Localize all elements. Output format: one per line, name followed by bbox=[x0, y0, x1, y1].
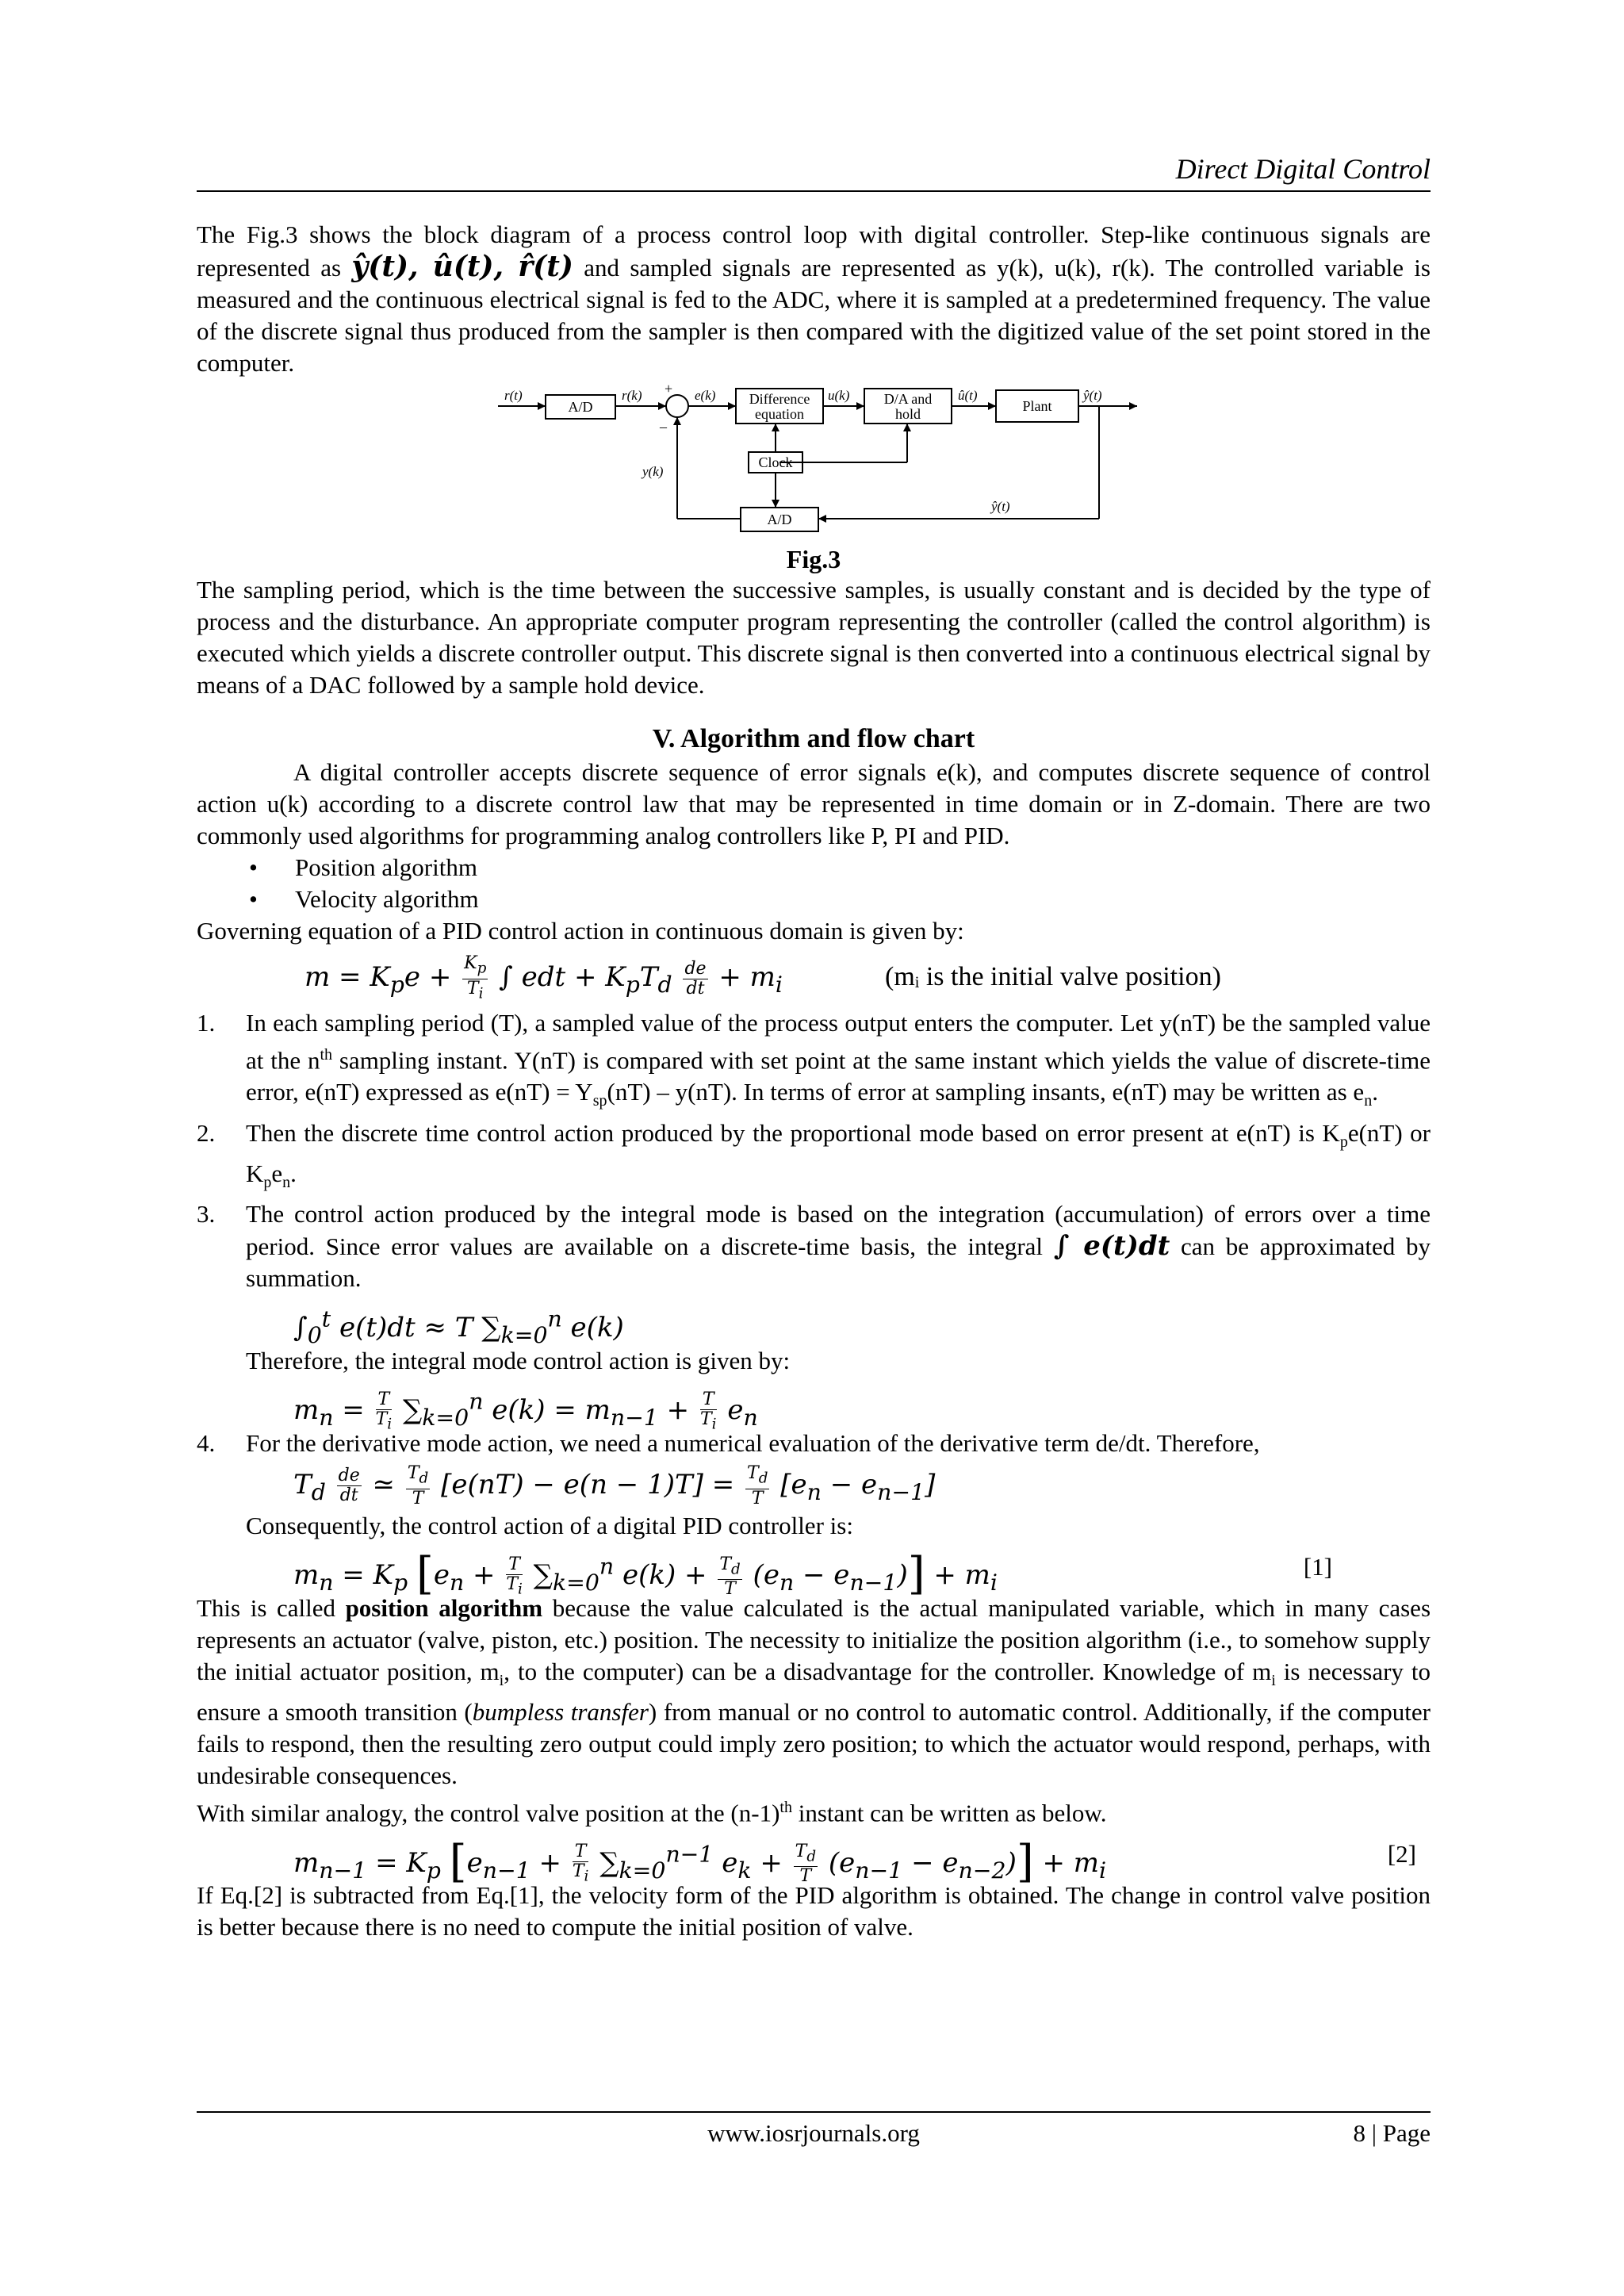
item4-consequently: Consequently, the control action of a digital PID controller is: bbox=[246, 1511, 853, 1539]
footer-page-number: 8 | Page bbox=[1353, 2119, 1431, 2147]
item2-text-a: Then the discrete time control action produced by the proportional mode based on error present at e(nT) is K bbox=[246, 1118, 1340, 1147]
label-ek: e(k) bbox=[695, 388, 716, 403]
similar-analogy bbox=[197, 1792, 1431, 1829]
item3-text-a: The control action produced by the integral mode is based on the integration (accumulation) of errors over a time period. Since error values are available on a discrete-time basis, the integral bbox=[246, 1199, 1431, 1260]
label-rt: r(t) bbox=[504, 388, 523, 403]
list-number-1: 1. bbox=[197, 1009, 216, 1037]
list-item-3 bbox=[197, 1198, 1431, 1432]
equation-integral-mode: $m_n$ = $\frac{T}{T_i}$ $\sum_{k=0}^n$ $e(k) = m_{n-1}$ + $\frac{T}{T_i}$ $e_n$ bbox=[293, 1388, 758, 1432]
article-body bbox=[197, 219, 1431, 1943]
item1-text-d: . bbox=[1372, 1078, 1378, 1106]
item1-sub: sp bbox=[592, 1092, 607, 1110]
list-number-4: 4. bbox=[197, 1428, 216, 1457]
similar-text-a: With similar analogy, the control valve position at the (n-1) bbox=[197, 1799, 780, 1827]
header-title: Direct Digital Control bbox=[1175, 153, 1431, 185]
label-ad-top: A/D bbox=[568, 399, 593, 415]
figure-caption: Fig.3 bbox=[786, 545, 841, 573]
final-paragraph: If Eq.[2] is subtracted from Eq.[1], the velocity form of the PID algorithm is obtained. The change in control valve position is better because there is no need to compute the initial position of valve. bbox=[197, 1881, 1431, 1941]
intro-paragraph bbox=[197, 219, 1431, 379]
item1-sup: th bbox=[320, 1046, 333, 1064]
label-uk: u(k) bbox=[828, 388, 850, 403]
label-uhat: û(t) bbox=[958, 388, 978, 403]
equation-derivative: $T_d$ $\frac{de}{dt}$ ≃ $\frac{T_d}{T}$ [e(nT) − e(n − 1)T] = $\frac{T_d}{T}$ $[e_n - e_{n-1}]$ bbox=[293, 1463, 936, 1508]
figure-3-diagram bbox=[197, 384, 1431, 544]
summing-junction bbox=[666, 395, 688, 417]
label-diff-1: Difference bbox=[749, 391, 810, 407]
similar-text-b: instant can be written as below. bbox=[791, 1799, 1107, 1827]
item4-text: For the derivative mode action, we need a numerical evaluation of the derivative term de/dt. Therefore, bbox=[246, 1428, 1260, 1457]
equation-note: (mᵢ is the initial valve position) bbox=[885, 962, 1221, 991]
pos-text-d: is necessary to ensure a smooth transition ( bbox=[197, 1657, 1431, 1727]
pos-text-c: , to the computer) can be a disadvantage for the controller. Knowledge of m bbox=[504, 1657, 1272, 1685]
item2-text-d: . bbox=[290, 1159, 297, 1187]
block-diagram-svg bbox=[197, 384, 1431, 544]
bullet-velocity: • Velocity algorithm bbox=[197, 884, 1431, 915]
label-ad-bottom: A/D bbox=[767, 512, 792, 527]
list-number-2: 2. bbox=[197, 1118, 216, 1147]
bullet-position: • Position algorithm bbox=[197, 852, 1431, 884]
label-yk: y(k) bbox=[642, 464, 664, 479]
equation-integral-approx: $\int_0^t$ e(t)dt ≈ T $\sum_{k=0}^n$ e(k) bbox=[293, 1305, 624, 1349]
pos-text-a: This is called bbox=[197, 1593, 346, 1622]
equation-2-position: $m_{n-1} = K_p$ [$e_{n-1}$ + $\frac{T}{T_i}$ $\sum_{k=0}^{n-1}$ $e_k$ + $\frac{T_d}{T}$ $(e_{n-1} - e_{n-2})] + m_i$ [2] bbox=[197, 1829, 1431, 1880]
list-number-3: 3. bbox=[197, 1199, 216, 1228]
label-clock: Clock bbox=[758, 454, 793, 470]
footer-url[interactable]: www.iosrjournals.org bbox=[707, 2119, 920, 2147]
sampling-paragraph: The sampling period, which is the time between the successive samples, is usually constant and is decided by the type of process and the disturbance. An appropriate computer program representing the controller (called the control algorithm) is executed which yields a discrete controller output. This discrete signal is then converted into a continuous electrical signal by means of a DAC followed by a sample hold device. bbox=[197, 576, 1431, 699]
label-yhat: ŷ(t) bbox=[1083, 388, 1102, 403]
intro-text-a: The Fig.3 shows the block diagram of a process control loop with digital controller. Step-like continuous signals are represented as bbox=[197, 220, 1431, 282]
list-item-2: 2. Then the discrete time control action produced by the proportional mode based on error present at e(nT) is $K_pe(nT)$ or $K_pe_n$. bbox=[197, 1118, 1431, 1191]
equation-1-number: [1] bbox=[1303, 1552, 1332, 1581]
page-footer bbox=[197, 2111, 1431, 2147]
intro-symbols: ŷ(t), û(t), r̂(t) bbox=[351, 250, 573, 283]
item2-text-b: e(nT) or K bbox=[246, 1118, 1431, 1187]
item3-text-b: can be approximated by summation. bbox=[246, 1232, 1431, 1292]
pos-text-e: ) from manual or no control to automatic control. Additionally, if the computer fails to respond, then the resulting zero output could imply zero position; to which the actuator would respond, perhaps, with undesirable consequences. bbox=[197, 1698, 1431, 1790]
governing-text: Governing equation of a PID control action in continuous domain is given by: bbox=[197, 917, 964, 945]
running-header bbox=[197, 152, 1431, 192]
item1-sub2: n bbox=[1364, 1092, 1373, 1110]
list-item-1 bbox=[197, 1007, 1431, 1117]
pos-italic: bumpless transfer bbox=[472, 1698, 649, 1727]
intro-text-b: and sampled signals are represented as y(k), u(k), r(k). The controlled variable is measured and the continuous electrical signal is fed to the ADC, where it is sampled at a predetermined frequency. The value of the discrete signal thus produced from the sampler is then compared with the digitized value of the set point stored in the computer. bbox=[197, 254, 1431, 377]
list-item-4 bbox=[197, 1428, 1431, 1600]
label-plant: Plant bbox=[1022, 398, 1052, 414]
label-diff-2: equation bbox=[755, 406, 804, 422]
pos-text-b: because the value calculated is the actual manipulated variable, which in many cases represents an actuator (valve, piston, etc.) position. The necessity to initialize the position algorithm (i.e., to somehow supply the initial actuator position, m bbox=[197, 1593, 1431, 1685]
label-minus: – bbox=[660, 419, 667, 435]
item1-text-a: In each sampling period (T), a sampled value of the process output enters the computer. Let y(nT) be the sampled value at the n bbox=[246, 1009, 1431, 1075]
item3-integral: ∫ e(t)dt bbox=[1053, 1229, 1170, 1262]
similar-sup: th bbox=[779, 1799, 792, 1817]
label-plus: + bbox=[665, 384, 673, 397]
position-paragraph bbox=[197, 1593, 1431, 1792]
section-heading: V. Algorithm and flow chart bbox=[652, 724, 975, 753]
label-da-1: D/A and bbox=[883, 391, 933, 407]
label-da-2: hold bbox=[894, 406, 921, 422]
label-rk: r(k) bbox=[622, 388, 642, 403]
item2-text-c: e bbox=[271, 1159, 283, 1187]
equation-2-number: [2] bbox=[1387, 1840, 1416, 1869]
equation-1-position: $m_n = K_p$ [$e_n$ + $\frac{T}{T_i}$ $\sum_{k=0}^n$ e(k) + $\frac{T_d}{T}$ $(e_n - e_{n-1})] + m_i$ [1] bbox=[246, 1542, 1431, 1593]
pos-sub: i bbox=[499, 1672, 504, 1690]
item3-therefore: Therefore, the integral mode control action is given by: bbox=[246, 1346, 791, 1374]
equation-pid-continuous: $m = K_pe$ + $\frac{K_p}{T_i}$ ∫ edt + $K_pT_d$ $\frac{de}{dt}$ + $m_i$ (mᵢ is the initial valve position) bbox=[197, 947, 1431, 1007]
pos-sub2: i bbox=[1271, 1672, 1276, 1690]
item1-text-b: sampling instant. Y(nT) is compared with set point at the same instant which yields the value of discrete-time error, e(nT) expressed as e(nT) = Y bbox=[246, 1046, 1431, 1106]
section-paragraph: A digital controller accepts discrete sequence of error signals e(k), and computes discrete sequence of control action u(k) according to a discrete control law that may be represented in time domain or in Z-domain. There are two commonly used algorithms for programming analog controllers like P, PI and PID. bbox=[197, 758, 1431, 849]
pos-bold: position algorithm bbox=[345, 1593, 543, 1622]
item1-text-c: (nT) – y(nT). In terms of error at sampling insants, e(nT) may be written as e bbox=[607, 1078, 1365, 1106]
label-yhat-feedback: ŷ(t) bbox=[991, 499, 1010, 514]
